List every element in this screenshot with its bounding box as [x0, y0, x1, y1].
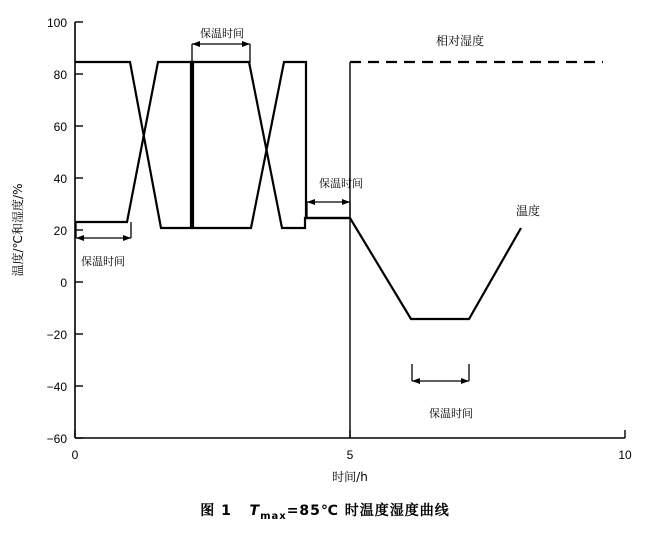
- annotation-soak-time-bottom: [412, 364, 473, 420]
- x-tick-labels: [72, 448, 632, 462]
- y-tick-label: 100: [46, 16, 67, 30]
- y-tick-labels: [47, 16, 68, 446]
- annotation-soak-time-top: [192, 26, 250, 63]
- caption-symbol: T: [249, 503, 261, 519]
- y-tick-label: 80: [53, 68, 67, 82]
- figure-caption: [0, 500, 650, 522]
- y-axis-label: 温度/℃和湿度/%: [11, 183, 25, 277]
- x-tick-label: 5: [346, 448, 354, 462]
- x-tick-label: 0: [71, 448, 79, 462]
- y-tick-label: 60: [53, 120, 67, 134]
- series-label-temperature: 温度: [515, 204, 541, 218]
- x-tick-label: 10: [618, 448, 632, 462]
- annotation-soak-time-middle: [307, 176, 363, 218]
- annotation-label: 保温时间: [319, 177, 363, 190]
- series-temperature: [75, 62, 521, 319]
- annotation-soak-time-left: [76, 222, 131, 268]
- y-tick-label: 40: [53, 172, 67, 186]
- annotation-label: 保温时间: [200, 27, 244, 40]
- y-tick-label: −60: [46, 432, 67, 446]
- caption-prefix: 图 1: [200, 503, 232, 519]
- y-tick-label: 20: [53, 224, 67, 238]
- caption-rest: =85℃ 时温度湿度曲线: [286, 503, 450, 519]
- y-tick-label: −20: [46, 328, 67, 342]
- x-axis-label: 时间/h: [332, 470, 368, 484]
- series-label-relative-humidity: 相对湿度: [435, 34, 485, 48]
- y-tick-label: −40: [46, 380, 67, 394]
- annotation-label: 保温时间: [81, 255, 125, 268]
- y-tick-label: 0: [60, 276, 67, 290]
- caption-symbol-sub: max: [260, 510, 287, 522]
- series-relative-humidity: [75, 62, 350, 228]
- annotation-label: 保温时间: [429, 407, 473, 420]
